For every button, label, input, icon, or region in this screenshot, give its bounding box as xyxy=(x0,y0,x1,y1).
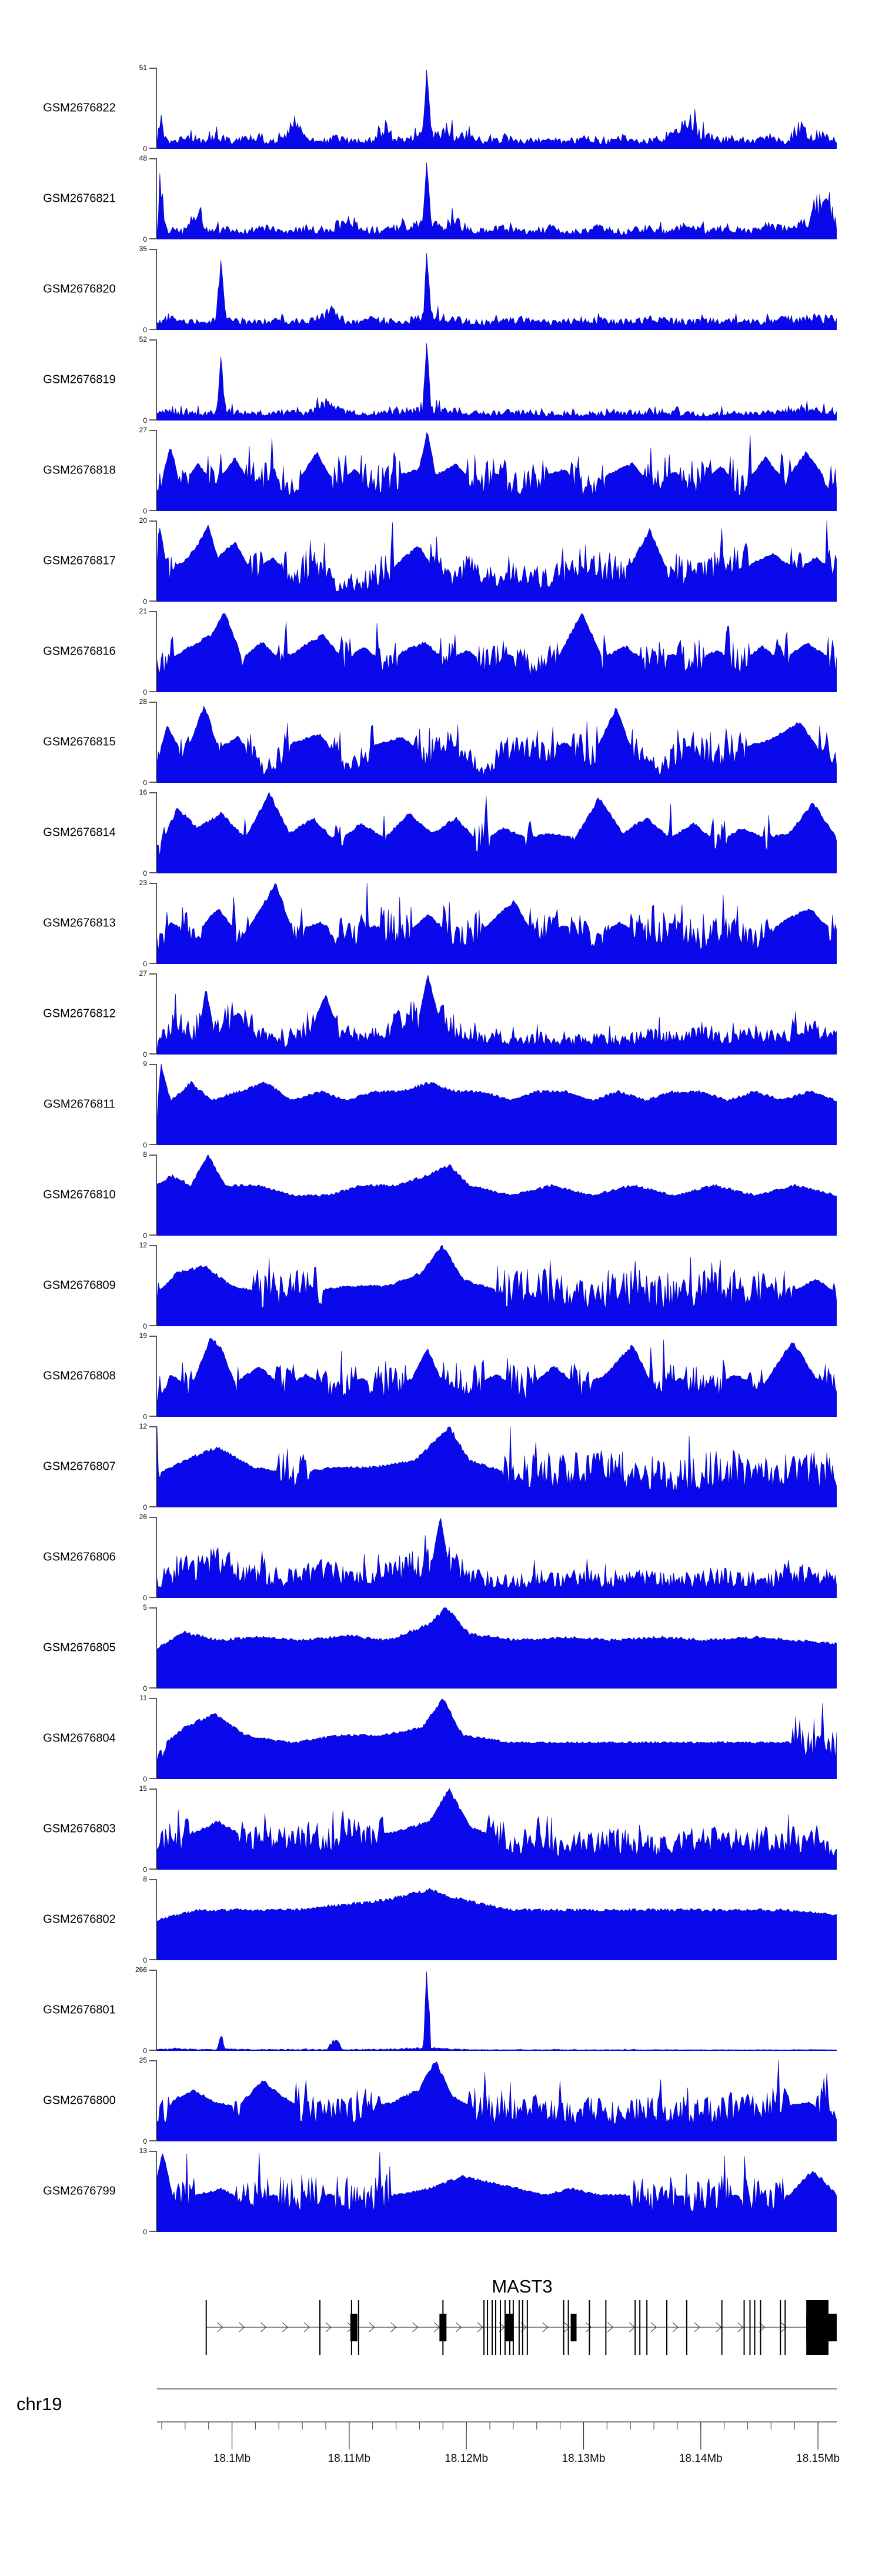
track-ymax-label: 51 xyxy=(139,64,147,72)
signal-track xyxy=(0,969,882,1059)
gene-model-diagram xyxy=(0,2294,882,2364)
exon-line xyxy=(634,2300,636,2355)
signal-area-plot xyxy=(157,1517,837,1598)
chromosome-label: chr19 xyxy=(16,2394,62,2414)
signal-track xyxy=(0,1784,882,1874)
track-ymax-label: 11 xyxy=(139,1694,147,1702)
track-ymax-label: 12 xyxy=(139,1241,147,1249)
track-ymin-label: 0 xyxy=(143,869,147,877)
track-sample-label: GSM2676807 xyxy=(43,1460,116,1473)
exon-line xyxy=(509,2300,510,2355)
exon-line xyxy=(744,2300,745,2355)
exon-line xyxy=(666,2300,667,2355)
track-ymin-label: 0 xyxy=(143,2228,147,2236)
signal-area-plot xyxy=(157,1607,837,1689)
exon-line xyxy=(487,2300,488,2355)
exon-line xyxy=(500,2300,501,2355)
exon-line xyxy=(505,2300,506,2355)
signal-area-plot xyxy=(157,520,837,602)
track-ymax-label: 23 xyxy=(139,879,147,887)
track-ymin-label: 0 xyxy=(143,1594,147,1602)
track-ymax-label: 16 xyxy=(139,788,147,796)
signal-area-plot xyxy=(157,611,837,692)
coordinate-tick-label: 18.1Mb xyxy=(213,2452,251,2465)
exon-line xyxy=(568,2300,569,2355)
exon-line xyxy=(522,2300,523,2355)
track-ymin-label: 0 xyxy=(143,235,147,243)
exon-line xyxy=(639,2300,640,2355)
signal-track xyxy=(0,1422,882,1511)
track-sample-label: GSM2676818 xyxy=(43,463,116,477)
track-ymin-label: 0 xyxy=(143,1775,147,1783)
track-ymin-label: 0 xyxy=(143,688,147,696)
genome-coordinate-ruler xyxy=(0,2417,882,2476)
track-sample-label: GSM2676820 xyxy=(43,282,116,296)
track-sample-label: GSM2676802 xyxy=(43,1913,116,1926)
signal-area-plot xyxy=(157,1879,837,1960)
exon-line xyxy=(495,2300,496,2355)
exon-line xyxy=(686,2300,687,2355)
track-ymax-label: 266 xyxy=(135,1966,147,1974)
track-ymin-label: 0 xyxy=(143,1141,147,1149)
track-ymin-label: 0 xyxy=(143,416,147,425)
exon-line xyxy=(784,2300,786,2355)
exon-line xyxy=(527,2300,528,2355)
track-ymin-label: 0 xyxy=(143,2047,147,2055)
track-sample-label: GSM2676811 xyxy=(44,1097,115,1111)
track-sample-label: GSM2676799 xyxy=(43,2184,116,2198)
track-sample-label: GSM2676814 xyxy=(43,826,116,839)
signal-track xyxy=(0,245,882,334)
track-ymin-label: 0 xyxy=(143,145,147,153)
track-ymin-label: 0 xyxy=(143,326,147,334)
exon-line xyxy=(319,2300,320,2355)
track-sample-label: GSM2676809 xyxy=(43,1279,116,1292)
exon-line xyxy=(492,2300,493,2355)
signal-area-plot xyxy=(157,973,837,1055)
signal-area-plot xyxy=(157,702,837,783)
track-ymax-label: 9 xyxy=(143,1060,147,1068)
signal-area-plot xyxy=(157,1970,837,2051)
signal-track xyxy=(0,516,882,606)
track-sample-label: GSM2676813 xyxy=(43,916,116,930)
exon-line xyxy=(519,2300,520,2355)
signal-area-plot xyxy=(157,883,837,964)
signal-area-plot xyxy=(157,158,837,239)
track-sample-label: GSM2676822 xyxy=(43,101,116,115)
track-ymin-label: 0 xyxy=(143,960,147,968)
exon-line xyxy=(605,2300,606,2355)
track-sample-label: GSM2676810 xyxy=(43,1188,116,1202)
signal-area-plot xyxy=(157,792,837,873)
track-sample-label: GSM2676819 xyxy=(43,373,116,386)
track-sample-label: GSM2676806 xyxy=(43,1550,116,1564)
signal-area-plot xyxy=(157,1336,837,1417)
track-ymax-label: 15 xyxy=(139,1784,147,1793)
track-ymax-label: 19 xyxy=(139,1332,147,1340)
exon-line xyxy=(358,2300,359,2355)
exon-line xyxy=(589,2300,590,2355)
signal-area-plot xyxy=(157,2060,837,2141)
track-sample-label: GSM2676812 xyxy=(43,1007,116,1020)
exon-line xyxy=(563,2300,564,2355)
track-sample-label: GSM2676800 xyxy=(43,2094,116,2107)
track-ymin-label: 0 xyxy=(143,1503,147,1511)
track-sample-label: GSM2676821 xyxy=(43,192,116,205)
signal-track xyxy=(0,426,882,515)
signal-area-plot xyxy=(157,68,837,149)
signal-track xyxy=(0,1603,882,1693)
exon-thick-box xyxy=(571,2314,577,2341)
signal-area-plot xyxy=(157,249,837,330)
gene-name-label: MAST3 xyxy=(492,2276,553,2297)
exon-line xyxy=(760,2300,761,2355)
signal-area-plot xyxy=(157,430,837,511)
track-sample-label: GSM2676805 xyxy=(43,1641,116,1654)
track-sample-label: GSM2676816 xyxy=(43,645,116,658)
exon-line xyxy=(754,2300,755,2355)
track-sample-label: GSM2676804 xyxy=(43,1731,116,1745)
axis-track-top-border xyxy=(157,2388,837,2390)
signal-track xyxy=(0,1060,882,1149)
track-ymax-label: 52 xyxy=(139,335,147,343)
exon-line xyxy=(721,2300,723,2355)
track-ymax-label: 27 xyxy=(139,426,147,434)
signal-track xyxy=(0,2056,882,2145)
signal-area-plot xyxy=(157,1788,837,1870)
exon-line xyxy=(646,2300,647,2355)
track-ymin-label: 0 xyxy=(143,598,147,606)
exon-line xyxy=(513,2300,514,2355)
signal-area-plot xyxy=(157,1154,837,1236)
exon-line xyxy=(750,2300,751,2355)
exon-line xyxy=(780,2300,781,2355)
track-ymax-label: 8 xyxy=(143,1150,147,1159)
track-ymin-label: 0 xyxy=(143,1050,147,1059)
last-exon-tall-box xyxy=(806,2300,828,2355)
signal-area-plot xyxy=(157,1064,837,1145)
coordinate-tick-label: 18.14Mb xyxy=(679,2452,723,2465)
track-ymax-label: 20 xyxy=(139,516,147,525)
exon-line xyxy=(206,2300,207,2355)
track-ymin-label: 0 xyxy=(143,1322,147,1330)
signal-track xyxy=(0,64,882,153)
track-sample-label: GSM2676808 xyxy=(43,1369,116,1383)
track-ymin-label: 0 xyxy=(143,507,147,515)
track-ymin-label: 0 xyxy=(143,1866,147,1874)
track-ymax-label: 26 xyxy=(139,1513,147,1521)
signal-track xyxy=(0,2147,882,2236)
signal-track xyxy=(0,1241,882,1330)
coordinate-tick-label: 18.12Mb xyxy=(445,2452,489,2465)
signal-area-plot xyxy=(157,339,837,421)
track-ymax-label: 35 xyxy=(139,245,147,253)
coordinate-tick-label: 18.11Mb xyxy=(328,2452,371,2465)
track-ymin-label: 0 xyxy=(143,1956,147,1964)
track-sample-label: GSM2676801 xyxy=(43,2003,116,2017)
track-ymax-label: 25 xyxy=(139,2056,147,2064)
exon-line xyxy=(483,2300,485,2355)
signal-track xyxy=(0,788,882,877)
track-sample-label: GSM2676815 xyxy=(43,735,116,749)
signal-track xyxy=(0,1966,882,2055)
track-ymax-label: 28 xyxy=(139,698,147,706)
signal-track xyxy=(0,1513,882,1602)
signal-track xyxy=(0,1694,882,1783)
signal-area-plot xyxy=(157,1426,837,1507)
signal-track xyxy=(0,607,882,696)
coordinate-tick-label: 18.15Mb xyxy=(796,2452,840,2465)
track-ymax-label: 13 xyxy=(139,2147,147,2155)
exon-line xyxy=(442,2300,443,2355)
coordinate-tick-label: 18.13Mb xyxy=(562,2452,606,2465)
signal-track xyxy=(0,1332,882,1421)
track-ymax-label: 5 xyxy=(143,1603,147,1611)
track-ymin-label: 0 xyxy=(143,2137,147,2145)
signal-area-plot xyxy=(157,2151,837,2232)
signal-track xyxy=(0,335,882,425)
signal-track xyxy=(0,154,882,243)
track-ymin-label: 0 xyxy=(143,1413,147,1421)
signal-track xyxy=(0,1150,882,1240)
signal-area-plot xyxy=(157,1245,837,1326)
track-sample-label: GSM2676803 xyxy=(43,1822,116,1836)
track-ymax-label: 21 xyxy=(139,607,147,615)
exon-line xyxy=(351,2300,352,2355)
track-sample-label: GSM2676817 xyxy=(43,554,116,568)
signal-track xyxy=(0,1875,882,1964)
track-ymin-label: 0 xyxy=(143,1232,147,1240)
track-ymax-label: 8 xyxy=(143,1875,147,1883)
track-ymax-label: 12 xyxy=(139,1422,147,1430)
signal-track xyxy=(0,698,882,787)
track-ymin-label: 0 xyxy=(143,779,147,787)
signal-area-plot xyxy=(157,1698,837,1779)
track-ymin-label: 0 xyxy=(143,1684,147,1693)
signal-track xyxy=(0,879,882,968)
track-ymax-label: 27 xyxy=(139,969,147,977)
track-ymax-label: 48 xyxy=(139,154,147,162)
